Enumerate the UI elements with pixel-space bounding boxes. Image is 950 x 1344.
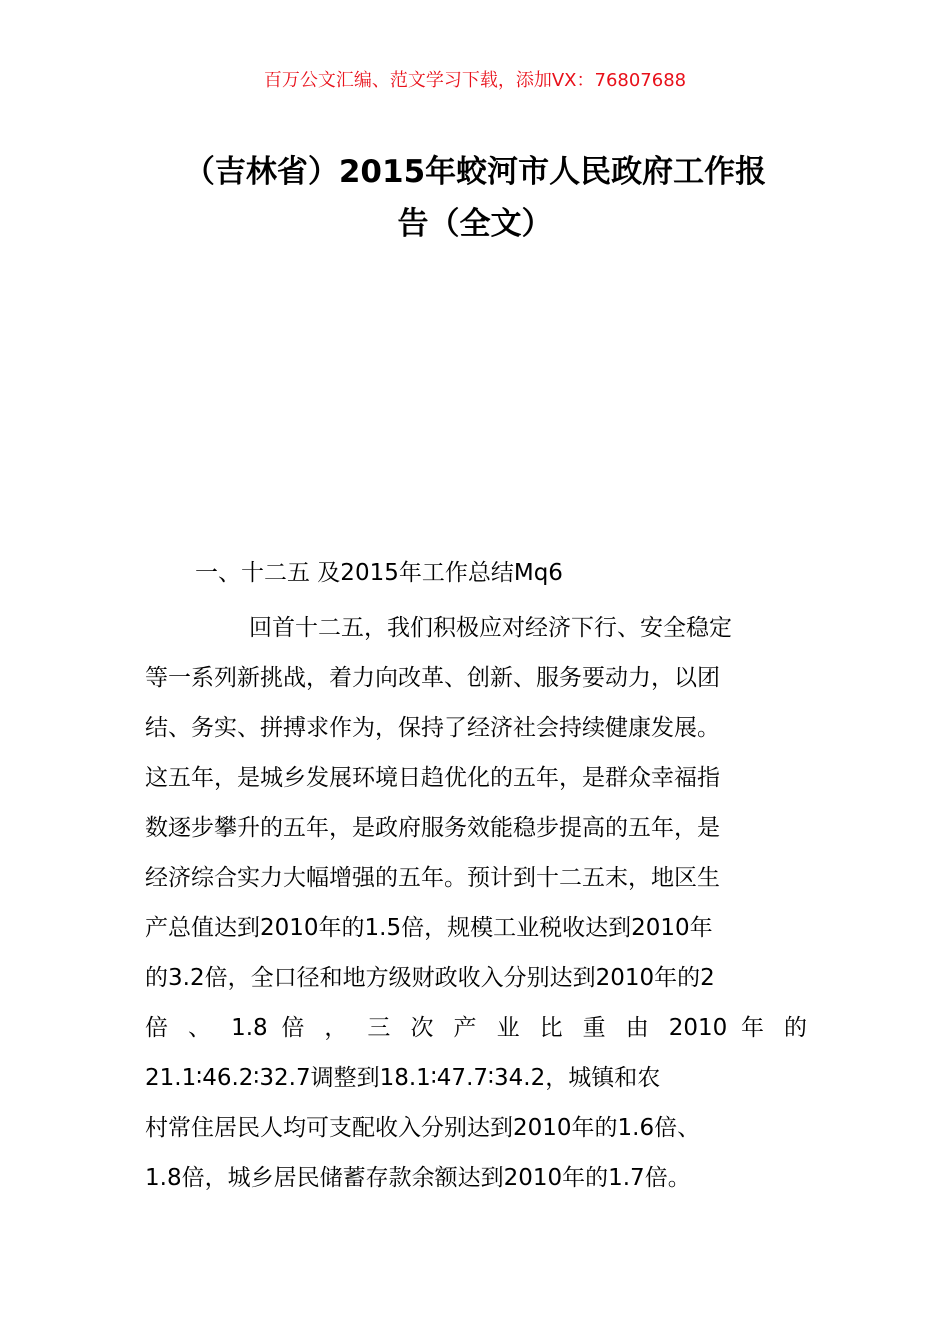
paragraph-line: 1.8倍，城乡居民储蓄存款余额达到2010年的1.7倍。 bbox=[145, 1165, 691, 1191]
paragraph-line: 产总值达到2010年的1.5倍，规模工业税收达到2010年 bbox=[145, 915, 713, 941]
paragraph-line: 数逐步攀升的五年，是政府服务效能稳步提高的五年，是 bbox=[145, 815, 720, 841]
title-line-1: （吉林省）2015年蛟河市人民政府工作报 bbox=[183, 154, 767, 190]
paragraph-line: 经济综合实力大幅增强的五年。预计到十二五末，地区生 bbox=[145, 865, 720, 891]
paragraph-line: 村常住居民人均可支配收入分别达到2010年的1.6倍、 bbox=[145, 1115, 701, 1141]
paragraph-line: 21.1∶46.2∶32.7调整到18.1∶47.7∶34.2，城镇和农 bbox=[145, 1065, 661, 1091]
paragraph-line: 的3.2倍，全口径和地方级财政收入分别达到2010年的2 bbox=[145, 965, 715, 991]
paragraph-line: 结、务实、拼搏求作为，保持了经济社会持续健康发展。 bbox=[145, 715, 720, 741]
paragraph-line: 这五年，是城乡发展环境日趋优化的五年，是群众幸福指 bbox=[145, 765, 720, 791]
paragraph-line: 等一系列新挑战，着力向改革、创新、服务要动力，以团 bbox=[145, 665, 720, 691]
paragraph-line: 倍 、 1.8 倍 ， 三 次 产 业 比 重 由 2010 年 的 bbox=[145, 1015, 807, 1041]
document-title bbox=[120, 146, 830, 250]
section-heading: 一、十二五 及2015年工作总结Mq6 bbox=[195, 560, 563, 586]
header-note: 百万公文汇编、范文学习下载，添加VX：76807688 bbox=[263, 70, 687, 91]
body-paragraph bbox=[145, 603, 807, 1203]
paragraph-line: 回首十二五，我们积极应对经济下行、安全稳定 bbox=[249, 615, 732, 641]
title-line-2: 告（全文） bbox=[397, 206, 553, 242]
